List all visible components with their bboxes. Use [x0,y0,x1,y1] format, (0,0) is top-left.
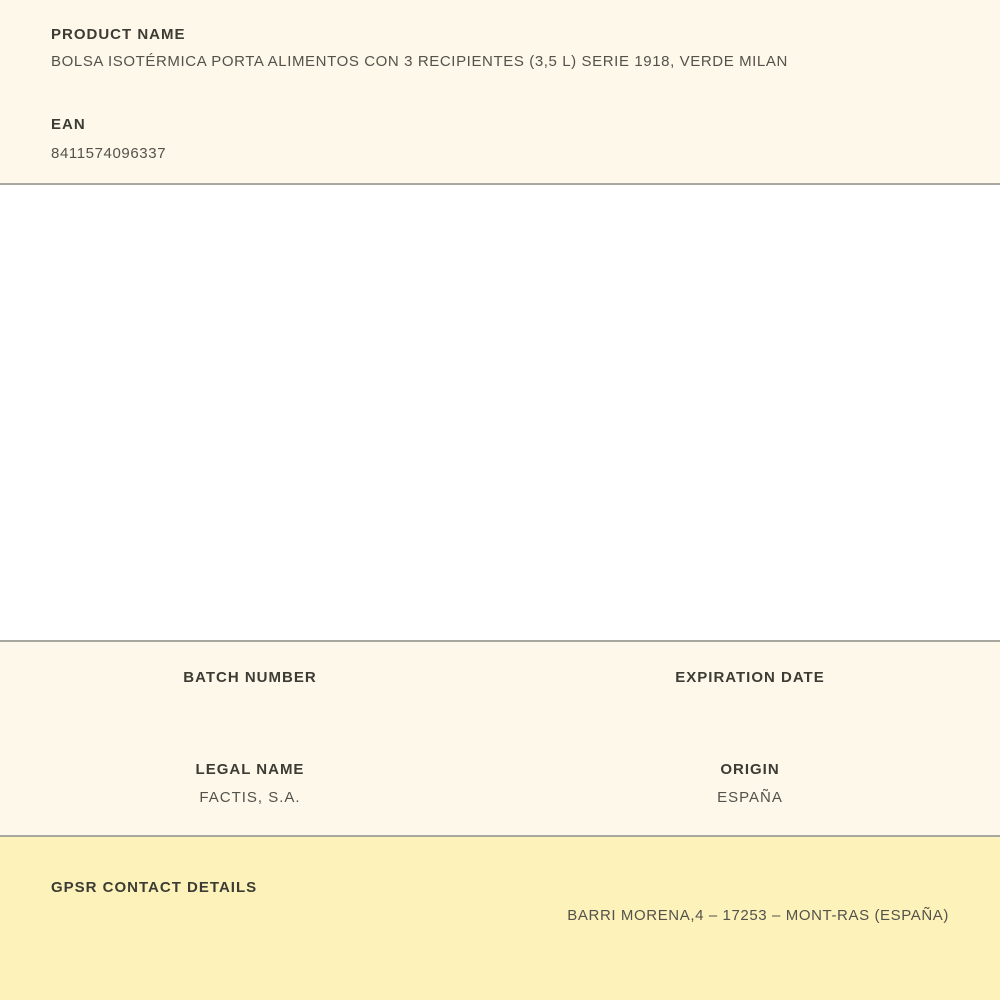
product-name-value: BOLSA ISOTÉRMICA PORTA ALIMENTOS CON 3 RECIPIENTES (3,5 L) SERIE 1918, VERDE MILAN [51,53,788,70]
batch-number-label: BATCH NUMBER [183,669,317,686]
expiration-date-label: EXPIRATION DATE [675,669,825,686]
batch-number-field [0,670,500,762]
gpsr-contact-section [0,837,1000,1000]
legal-name-label: LEGAL NAME [195,761,305,778]
details-grid [0,670,1000,806]
product-header-section [0,0,1000,185]
origin-value: ESPAÑA [717,789,783,806]
legal-name-field [0,762,500,806]
legal-name-value: FACTIS, S.A. [199,789,301,806]
details-section [0,642,1000,837]
origin-label: ORIGIN [720,761,780,778]
origin-field [500,762,1000,806]
ean-value: 8411574096337 [51,145,167,162]
gpsr-contact-heading: GPSR CONTACT DETAILS [51,879,258,896]
product-name-label: PRODUCT NAME [51,26,186,43]
product-image-area [0,185,1000,642]
expiration-date-field [500,670,1000,762]
gpsr-contact-address: BARRI MORENA,4 – 17253 – MONT-RAS (ESPAÑA) [567,907,949,924]
ean-label: EAN [51,116,86,133]
